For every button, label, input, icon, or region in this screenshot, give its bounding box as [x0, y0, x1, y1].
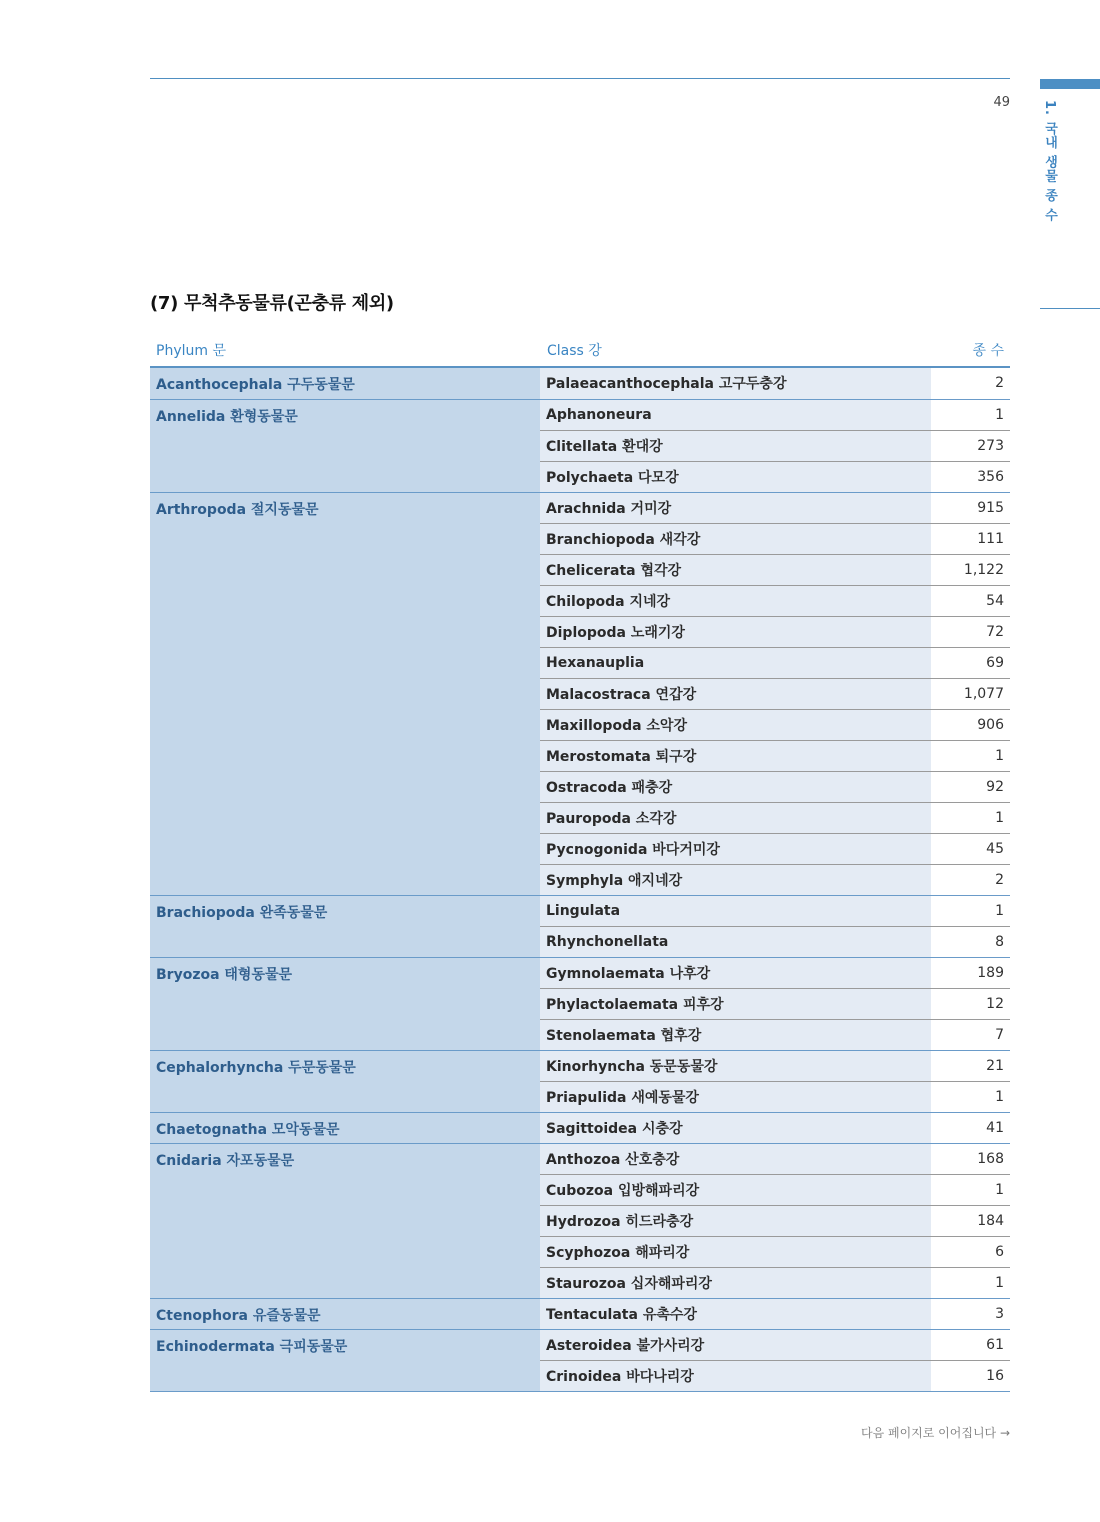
count-cell: 2: [931, 864, 1010, 895]
phylum-cell: Acanthocephala 구두동물문: [150, 368, 540, 399]
count-cell: 72: [931, 616, 1010, 647]
class-cell: Priapulida 새예동물강: [540, 1081, 931, 1112]
class-cell: Clitellata 환대강: [540, 430, 931, 461]
count-cell: 915: [931, 492, 1010, 523]
table-row: [150, 399, 1010, 430]
class-cell: Chilopoda 지네강: [540, 585, 931, 616]
class-cell: Stenolaemata 협후강: [540, 1019, 931, 1050]
count-cell: 1: [931, 1174, 1010, 1205]
class-cell: Hexanauplia: [540, 647, 931, 678]
phylum-cell: Chaetognatha 모악동물문: [150, 1112, 540, 1143]
count-cell: 1,122: [931, 554, 1010, 585]
count-cell: 168: [931, 1143, 1010, 1174]
class-cell: Symphyla 애지네강: [540, 864, 931, 895]
phylum-cell: Bryozoa 태형동물문: [150, 957, 540, 1050]
species-table: [150, 334, 1010, 1392]
header-phylum: Phylum 문: [156, 343, 226, 359]
side-tab-bar: [1040, 79, 1100, 89]
class-cell: Tentaculata 유촉수강: [540, 1298, 931, 1329]
count-cell: 356: [931, 461, 1010, 492]
section-title: (7) 무척추동물류(곤충류 제외): [150, 293, 394, 314]
class-cell: Pycnogonida 바다거미강: [540, 833, 931, 864]
count-cell: 3: [931, 1298, 1010, 1329]
class-cell: Rhynchonellata: [540, 926, 931, 957]
phylum-cell: Cnidaria 자포동물문: [150, 1143, 540, 1298]
side-rule: [1040, 308, 1100, 309]
table-row: [150, 368, 1010, 399]
class-cell: Polychaeta 다모강: [540, 461, 931, 492]
count-cell: 2: [931, 368, 1010, 399]
count-cell: 1,077: [931, 678, 1010, 709]
class-cell: Branchiopoda 새각강: [540, 523, 931, 554]
count-cell: 8: [931, 926, 1010, 957]
page-number: 49: [993, 95, 1010, 110]
class-cell: Gymnolaemata 나후강: [540, 957, 931, 988]
count-cell: 69: [931, 647, 1010, 678]
table-row: [150, 492, 1010, 523]
continue-note: 다음 페이지로 이어집니다 →: [860, 1426, 1010, 1440]
class-cell: Crinoidea 바다나리강: [540, 1360, 931, 1391]
class-cell: Aphanoneura: [540, 399, 931, 430]
table-row: [150, 1298, 1010, 1329]
count-cell: 184: [931, 1205, 1010, 1236]
class-cell: Lingulata: [540, 895, 931, 926]
class-cell: Maxillopoda 소악강: [540, 709, 931, 740]
count-cell: 12: [931, 988, 1010, 1019]
header-class: Class 강: [547, 343, 602, 359]
phylum-cell: Cephalorhyncha 두문동물문: [150, 1050, 540, 1112]
class-cell: Phylactolaemata 피후강: [540, 988, 931, 1019]
class-cell: Asteroidea 불가사리강: [540, 1329, 931, 1360]
count-cell: 16: [931, 1360, 1010, 1391]
count-cell: 111: [931, 523, 1010, 554]
count-cell: 7: [931, 1019, 1010, 1050]
class-cell: Arachnida 거미강: [540, 492, 931, 523]
phylum-cell: Arthropoda 절지동물문: [150, 492, 540, 895]
phylum-cell: Echinodermata 극피동물문: [150, 1329, 540, 1391]
count-cell: 45: [931, 833, 1010, 864]
table-row: [150, 1112, 1010, 1143]
count-cell: 6: [931, 1236, 1010, 1267]
count-cell: 1: [931, 1081, 1010, 1112]
count-cell: 1: [931, 1267, 1010, 1298]
count-cell: 54: [931, 585, 1010, 616]
count-cell: 189: [931, 957, 1010, 988]
count-cell: 1: [931, 895, 1010, 926]
count-cell: 1: [931, 740, 1010, 771]
class-cell: Diplopoda 노래기강: [540, 616, 931, 647]
table-body: [150, 368, 1010, 1392]
count-cell: 21: [931, 1050, 1010, 1081]
table-header: [150, 334, 1010, 368]
class-cell: Merostomata 퇴구강: [540, 740, 931, 771]
table-row: [150, 957, 1010, 988]
count-cell: 1: [931, 802, 1010, 833]
class-cell: Pauropoda 소각강: [540, 802, 931, 833]
class-cell: Staurozoa 십자해파리강: [540, 1267, 931, 1298]
table-row: [150, 1143, 1010, 1174]
count-cell: 92: [931, 771, 1010, 802]
top-rule: [150, 78, 1010, 79]
class-cell: Sagittoidea 시충강: [540, 1112, 931, 1143]
count-cell: 1: [931, 399, 1010, 430]
class-cell: Anthozoa 산호충강: [540, 1143, 931, 1174]
class-cell: Ostracoda 패충강: [540, 771, 931, 802]
count-cell: 61: [931, 1329, 1010, 1360]
count-cell: 906: [931, 709, 1010, 740]
phylum-cell: Ctenophora 유즐동물문: [150, 1298, 540, 1329]
phylum-cell: Annelida 환형동물문: [150, 399, 540, 492]
phylum-cell: Brachiopoda 완족동물문: [150, 895, 540, 957]
header-count: 종 수: [972, 343, 1004, 359]
table-row: [150, 1329, 1010, 1360]
table-row: [150, 895, 1010, 926]
table-row: [150, 1050, 1010, 1081]
count-cell: 41: [931, 1112, 1010, 1143]
class-cell: Hydrozoa 히드라충강: [540, 1205, 931, 1236]
side-chapter-label: 1. 국내 생물 종 수: [1042, 100, 1057, 223]
class-cell: Palaeacanthocephala 고구두충강: [540, 368, 931, 399]
class-cell: Cubozoa 입방해파리강: [540, 1174, 931, 1205]
class-cell: Scyphozoa 해파리강: [540, 1236, 931, 1267]
count-cell: 273: [931, 430, 1010, 461]
class-cell: Kinorhyncha 동문동물강: [540, 1050, 931, 1081]
class-cell: Chelicerata 협각강: [540, 554, 931, 585]
class-cell: Malacostraca 연갑강: [540, 678, 931, 709]
